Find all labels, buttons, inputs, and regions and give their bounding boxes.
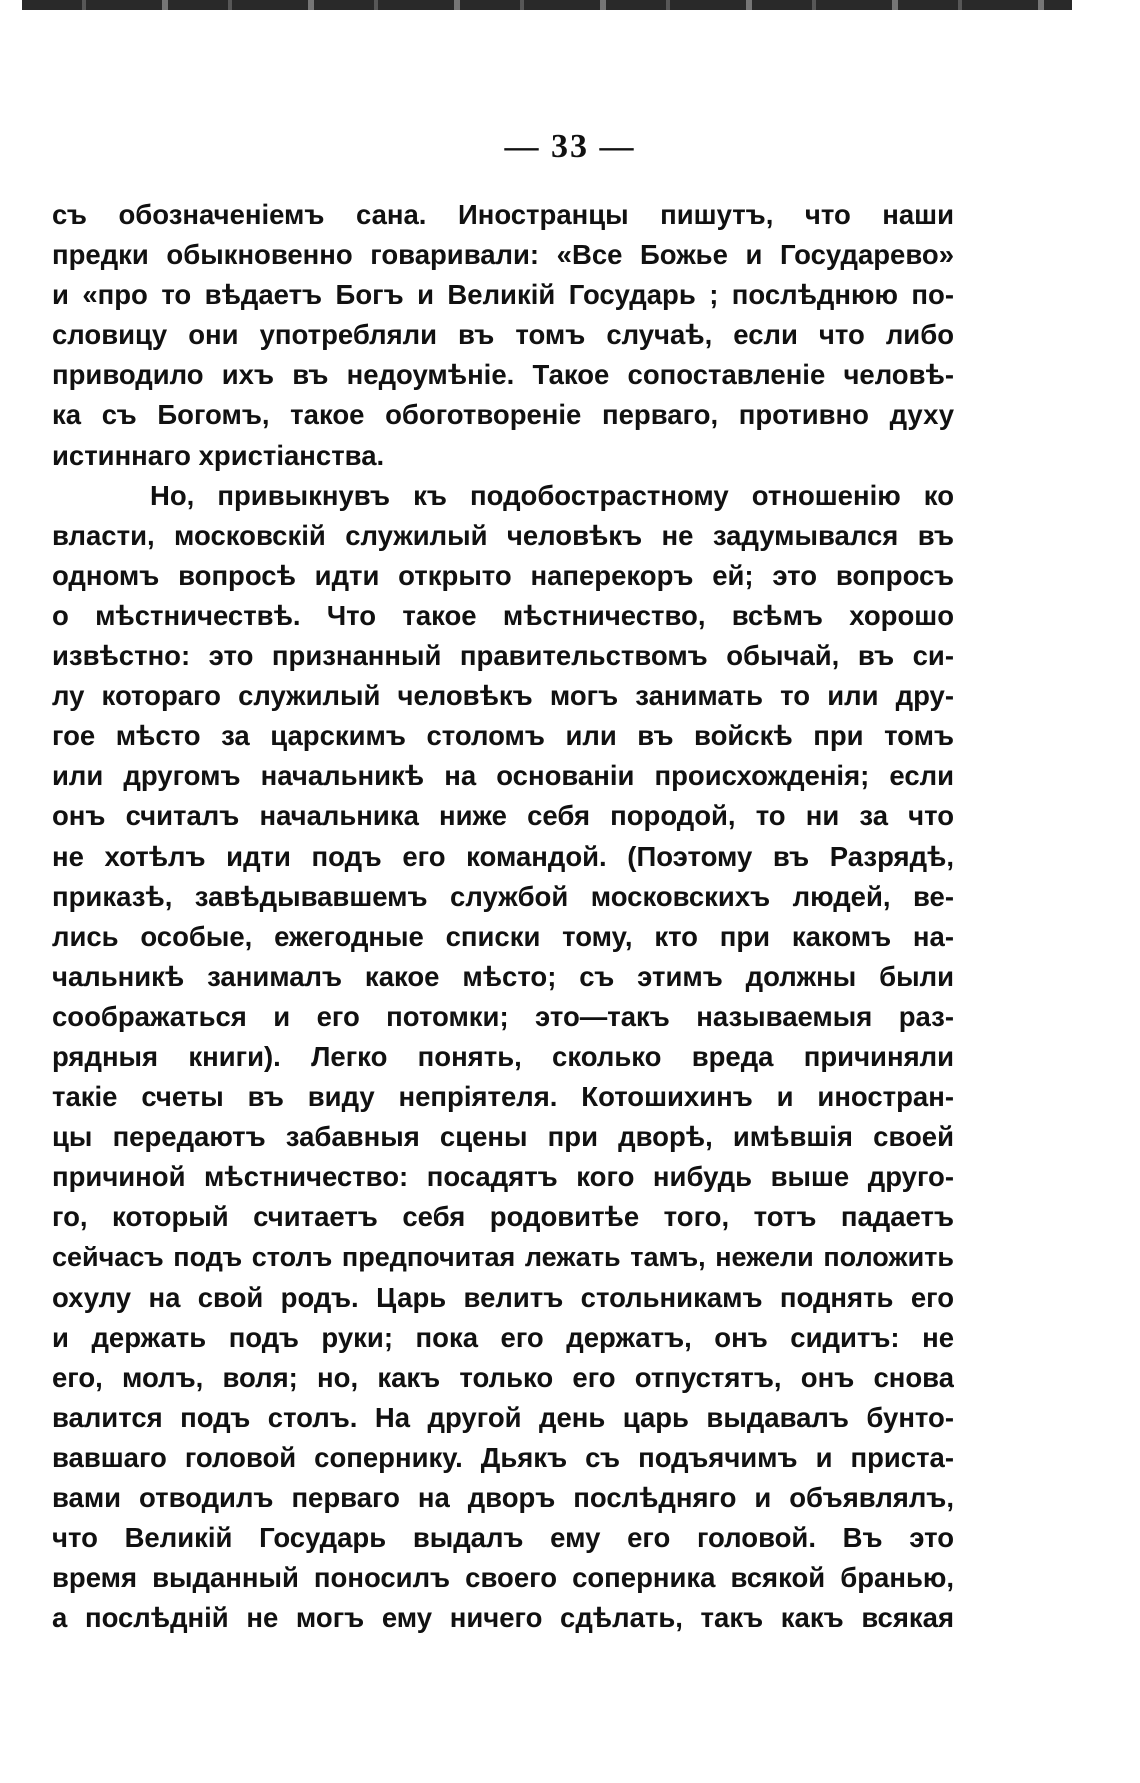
body-text bbox=[52, 195, 954, 1638]
text-line: что Великій Государь выдалъ ему его головой. Въ это bbox=[52, 1522, 954, 1554]
text-line: время выданный поносилъ своего соперника всякой бранью, bbox=[52, 1562, 954, 1594]
text-line: валится подъ столъ. На другой день царь выдавалъ бунто- bbox=[52, 1401, 954, 1433]
text-line: а послѣдній не могъ ему ничего сдѣлать, такъ какъ всякая bbox=[52, 1602, 954, 1634]
text-line: и держать подъ руки; пока его держатъ, онъ сидитъ: не bbox=[52, 1321, 954, 1353]
text-line: гое мѣсто за царскимъ столомъ или въ войскѣ при томъ bbox=[52, 720, 954, 752]
text-line: чальникѣ занималъ какое мѣсто; съ этимъ должны были bbox=[52, 960, 954, 992]
page-number: — 33 — bbox=[504, 128, 636, 165]
text-line: власти, московскій служилый человѣкъ не задумывался въ bbox=[52, 519, 954, 551]
paragraph-2 bbox=[52, 476, 954, 1639]
text-line: цы передаютъ забавныя сцены при дворѣ, имѣвшія своей bbox=[52, 1121, 954, 1153]
text-line: ка съ Богомъ, такое обоготвореніе перваго, противно духу bbox=[52, 399, 954, 431]
text-line: словицу они употребляли въ томъ случаѣ, если что либо bbox=[52, 319, 954, 351]
text-line: рядныя книги). Легко понять, сколько вреда причиняли bbox=[52, 1040, 954, 1072]
text-line: приводило ихъ въ недоумѣніе. Такое сопоставленіе человѣ- bbox=[52, 359, 954, 391]
text-line: сейчасъ подъ столъ предпочитая лежать тамъ, нежели положить bbox=[52, 1242, 954, 1273]
text-line: охулу на свой родъ. Царь велитъ стольникамъ поднять его bbox=[52, 1281, 954, 1313]
text-line: лу котораго служилый человѣкъ могъ занимать то или дру- bbox=[52, 680, 954, 712]
top-edge-rule bbox=[22, 0, 1072, 10]
text-line: Но, привыкнувъ къ подобострастному отношенію ко bbox=[150, 479, 954, 511]
text-line: и «про то вѣдаетъ Богъ и Великій Государь ; послѣднюю по- bbox=[52, 279, 954, 311]
text-line: причиной мѣстничество: посадятъ кого нибудь выше друго- bbox=[52, 1161, 954, 1193]
text-line: го, который считаетъ себя родовитѣе того, тотъ падаетъ bbox=[52, 1201, 954, 1233]
text-line: не хотѣлъ идти подъ его командой. (Поэтому въ Разрядѣ, bbox=[52, 840, 954, 872]
text-line: онъ считалъ начальника ниже себя породой, то ни за что bbox=[52, 800, 954, 832]
text-line: съ обозначеніемъ сана. Иностранцы пишутъ, что наши bbox=[52, 199, 954, 230]
text-line: одномъ вопросѣ идти открыто наперекоръ ей; это вопросъ bbox=[52, 559, 954, 591]
paragraph-1 bbox=[52, 195, 954, 476]
text-line: вавшаго головой сопернику. Дьякъ съ подъячимъ и пристa- bbox=[52, 1441, 954, 1473]
text-line: предки обыкновенно говаривали: «Все Божье и Государево» bbox=[52, 239, 954, 271]
text-line: вами отводилъ перваго на дворъ послѣдняго и объявлялъ, bbox=[52, 1482, 954, 1513]
text-line: такіе счеты въ виду непріятеля. Котошихинъ и иностран- bbox=[52, 1081, 954, 1113]
text-line: его, молъ, воля; но, какъ только его отпустятъ, онъ снова bbox=[52, 1361, 954, 1393]
text-line: истиннаго христіанства. bbox=[52, 439, 385, 471]
text-line: лись особые, ежегодные списки тому, кто при какомъ на- bbox=[52, 920, 954, 952]
text-line: приказѣ, завѣдывавшемъ службой московскихъ людей, ве- bbox=[52, 880, 954, 912]
text-line: или другомъ начальникѣ на основаніи происхожденія; если bbox=[52, 760, 954, 792]
text-line: извѣстно: это признанный правительствомъ обычай, въ си- bbox=[52, 640, 954, 672]
text-line: о мѣстничествѣ. Что такое мѣстничество, всѣмъ хорошо bbox=[52, 599, 954, 631]
text-line: соображаться и его потомки; это—такъ называемыя раз- bbox=[52, 1000, 954, 1032]
